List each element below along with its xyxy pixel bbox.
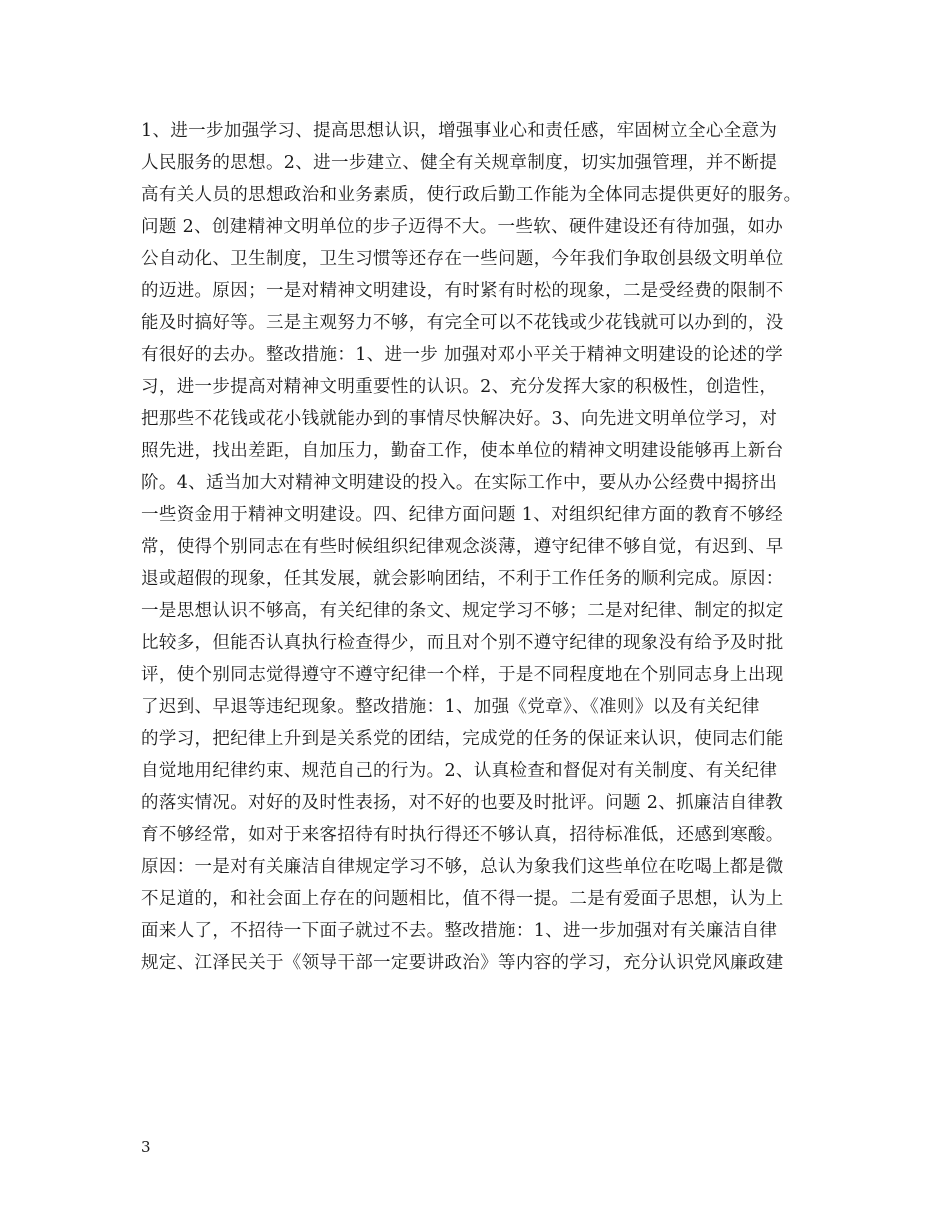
text-line: 一是思想认识不够高，有关纪律的条文、规定学习不够；二是对纪律、制定的拟定: [141, 601, 784, 621]
text-line: 问题 2、创建精神文明单位的步子迈得不大。一些软、硬件建设还有待加强，如办: [141, 217, 784, 237]
text-line: 常，使得个别同志在有些时候组织纪律观念淡薄，遵守纪律不够自觉，有迟到、早: [141, 537, 784, 557]
text-line: 了迟到、早退等违纪现象。整改措施：1、加强《党章》、《准则》以及有关纪律: [141, 697, 760, 717]
text-line: 原因：一是对有关廉洁自律规定学习不够，总认为象我们这些单位在吃喝上都是微: [141, 857, 784, 877]
text-line: 有很好的去办。整改措施：1、进一步 加强对邓小平关于精神文明建设的论述的学: [141, 345, 784, 365]
text-line: 自觉地用纪律约束、规范自己的行为。2、认真检查和督促对有关制度、有关纪律: [141, 761, 778, 781]
text-line: 退或超假的现象，任其发展，就会影响团结，不利于工作任务的顺利完成。原因：: [141, 569, 784, 589]
text-line: 的落实情况。对好的及时性表扬，对不好的也要及时批评。问题 2、抓廉洁自律教: [141, 793, 784, 813]
text-line: 一些资金用于精神文明建设。四、纪律方面问题 1、对组织纪律方面的教育不够经: [141, 505, 784, 525]
text-line: 评，使个别同志觉得遵守不遵守纪律一个样，于是不同程度地在个别同志身上出现: [141, 665, 784, 685]
text-line: 能及时搞好等。三是主观努力不够，有完全可以不花钱或少花钱就可以办到的，没: [141, 313, 784, 333]
text-line: 高有关人员的思想政治和业务素质，使行政后勤工作能为全体同志提供更好的服务。: [141, 185, 802, 205]
text-line: 育不够经常，如对于来客招待有时执行得还不够认真，招待标准低，还感到寒酸。: [141, 825, 784, 845]
text-line: 1、进一步加强学习、提高思想认识，增强事业心和责任感，牢固树立全心全意为: [141, 121, 778, 141]
text-line: 的学习，把纪律上升到是关系党的团结，完成党的任务的保证来认识，使同志们能: [141, 729, 784, 749]
text-line: 把那些不花钱或花小钱就能办到的事情尽快解决好。3、向先进文明单位学习，对: [141, 409, 778, 429]
text-line: 比较多，但能否认真执行检查得少，而且对个别不遵守纪律的现象没有给予及时批: [141, 633, 784, 653]
text-line: 习，进一步提高对精神文明重要性的认识。2、充分发挥大家的积极性，创造性，: [141, 377, 778, 397]
text-line: 照先进，找出差距，自加压力，勤奋工作，使本单位的精神文明建设能够再上新台: [141, 441, 784, 461]
text-line: 人民服务的思想。2、进一步建立、健全有关规章制度，切实加强管理，并不断提: [141, 153, 778, 173]
text-line: 面来人了，不招待一下面子就过不去。整改措施：1、进一步加强对有关廉洁自律: [141, 921, 778, 941]
text-line: 规定、江泽民关于《领导干部一定要讲政治》等内容的学习，充分认识党风廉政建: [141, 953, 784, 973]
text-line: 不足道的，和社会面上存在的问题相比，值不得一提。二是有爱面子思想，认为上: [141, 889, 784, 909]
text-line: 的迈进。原因；一是对精神文明建设，有时紧有时松的现象，二是受经费的限制不: [141, 281, 784, 301]
text-line: 阶。4、适当加大对精神文明建设的投入。在实际工作中，要从办公经费中揭挤出: [141, 473, 778, 493]
text-line: 公自动化、卫生制度，卫生习惯等还存在一些问题，今年我们争取创县级文明单位: [141, 249, 784, 269]
page-number: 3: [141, 1138, 151, 1156]
body-text: [141, 115, 841, 979]
